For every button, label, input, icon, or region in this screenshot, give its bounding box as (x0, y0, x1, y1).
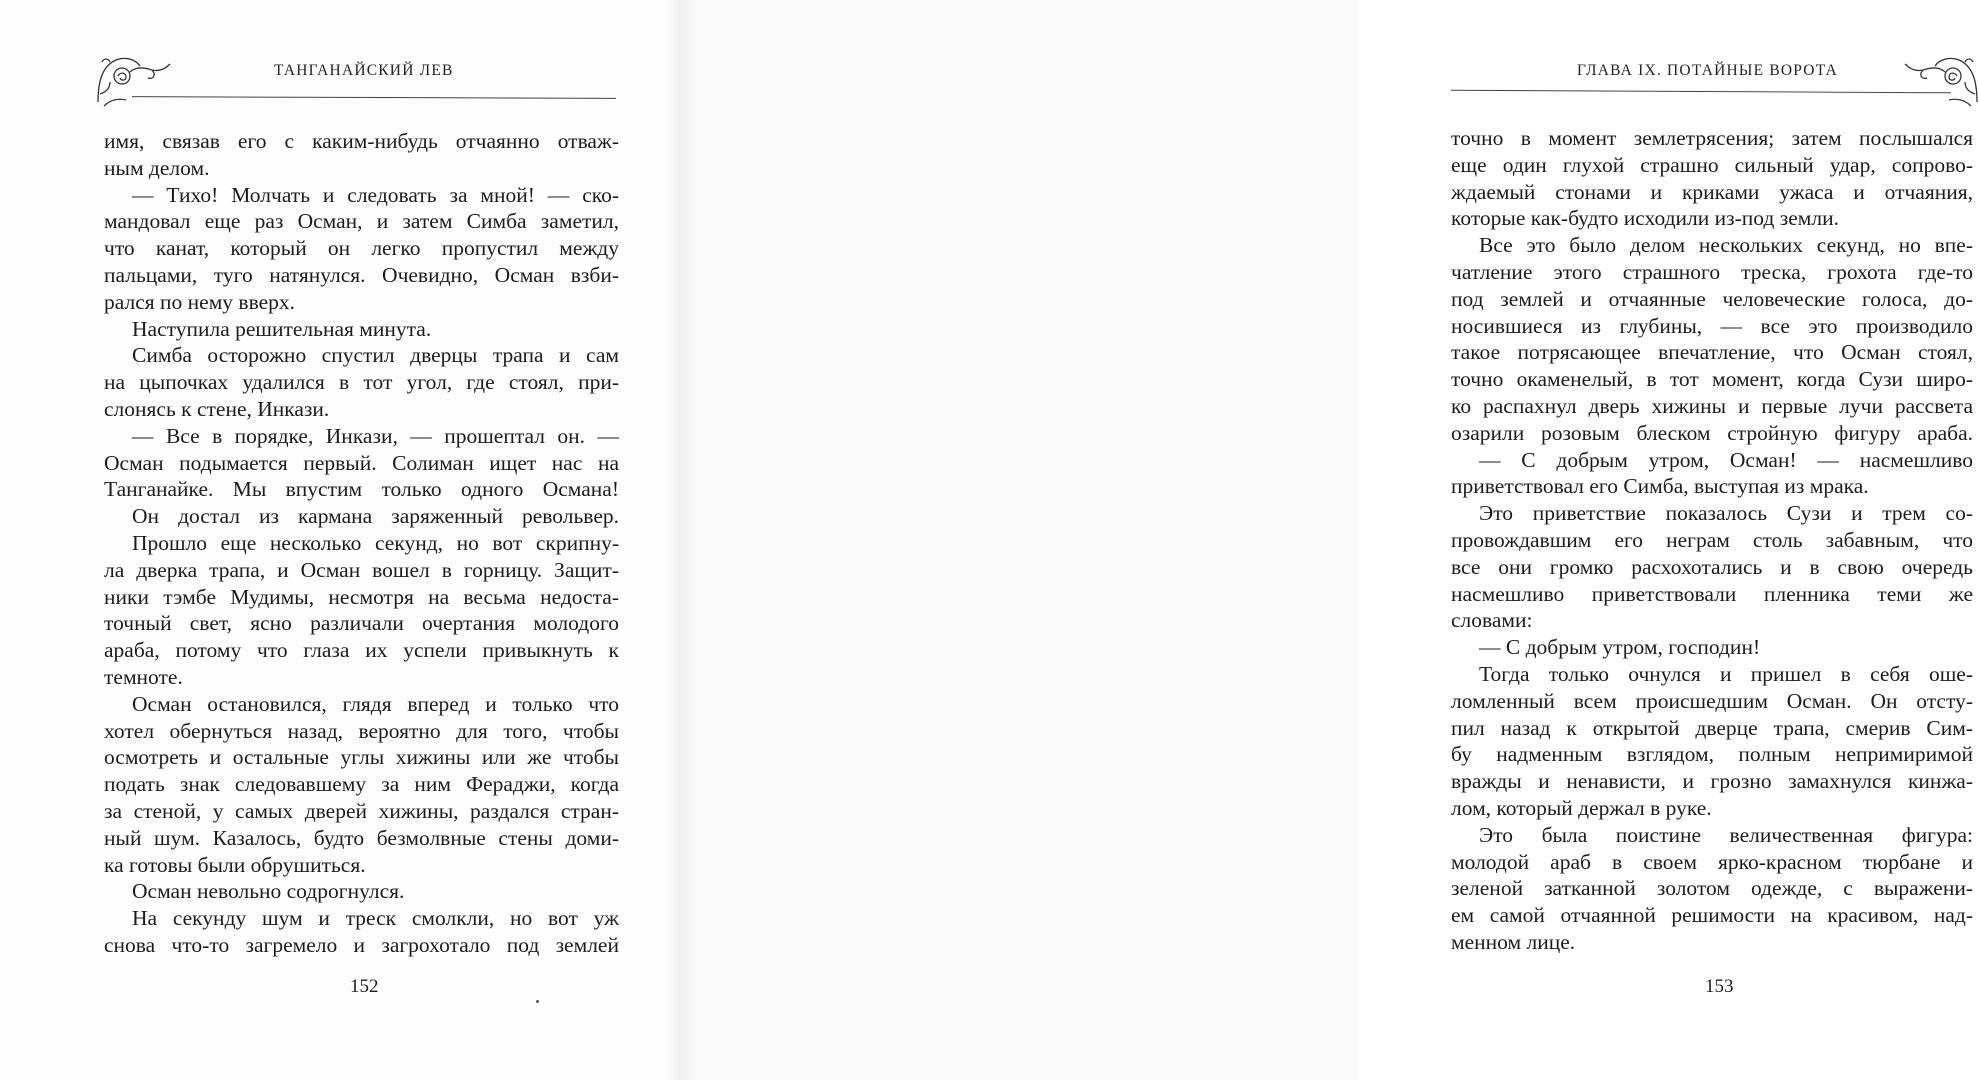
text-line: На секунду шум и треск смолкли, но вот уж (132, 906, 619, 931)
text-line: точно в момент землетрясения; затем послышался (1451, 126, 1973, 150)
text-line: пальцами, туго натянулся. Очевидно, Осман взби- (104, 262, 619, 287)
text-line: осмотреть и остальные углы хижины или же чтобы (104, 745, 619, 770)
text-line: ный шум. Казалось, будто безмолвные стены доми- (104, 825, 619, 850)
text-line: Это была поистине величественная фигура: (1479, 822, 1973, 847)
header-rule (1451, 90, 1951, 94)
text-line: ным делом. (104, 155, 210, 180)
text-line: на цыпочках удалился в тот угол, где стоял, при- (104, 370, 619, 395)
text-line: Прошло еще несколько секунд, но вот скрипну- (132, 530, 619, 555)
right-body-text (1451, 125, 1973, 956)
text-line: зеленой затканной золотом одежде, с выражени- (1451, 876, 1973, 901)
right-page-header (1451, 52, 1979, 112)
text-line: ждаемый стонами и криками ужаса и отчаяния, (1451, 179, 1973, 204)
text-line: лом, который держал в руке. (1451, 795, 1712, 820)
text-line: точный свет, ясно различали очертания молодого (104, 611, 619, 636)
text-line: озарили розовым блеском стройную фигуру араба. (1451, 420, 1973, 445)
header-rule (132, 96, 616, 99)
text-line: все они громко расхохотались и в свою очередь (1451, 554, 1973, 579)
text-line: слонясь к стене, Инкази. (104, 396, 330, 421)
text-line: под землей и отчаянные человеческие голоса, до- (1451, 286, 1973, 311)
text-line: Танганайке. Мы впустим только одного Османа! (104, 477, 619, 502)
text-line: Осман остановился, глядя вперед и только что (132, 691, 619, 716)
left-page (0, 0, 679, 1080)
text-line: — Тихо! Молчать и следовать за мной! — ско- (132, 182, 619, 207)
text-line: мандовал еще раз Осман, и затем Симба заметил, (104, 209, 619, 234)
page-number: 153 (1705, 976, 1734, 997)
text-line: ем самой отчаянной решимости на красивом, над- (1451, 903, 1973, 928)
book-gutter (664, 0, 694, 1080)
running-head: ТАНГАНАЙСКИЙ ЛЕВ (274, 62, 454, 79)
page-number: 152 (350, 976, 379, 997)
text-line: точно окаменелый, в тот момент, когда Сузи широ- (1451, 367, 1973, 392)
text-line: пил назад к открытой дверце трапа, смерив Сим- (1451, 715, 1973, 740)
text-line: Тогда только очнулся и пришел в себя оше- (1479, 661, 1973, 686)
text-line: которые как-будто исходили из-под земли. (1451, 206, 1839, 231)
text-line: ко распахнул дверь хижины и первые лучи рассвета (1451, 393, 1973, 418)
text-line: молодой араб в своем ярко-красном тюрбане и (1451, 849, 1973, 874)
text-line: — С добрым утром, господин! (1479, 635, 1761, 660)
text-line: араба, потому что глаза их успели привыкнуть к (104, 638, 619, 663)
text-line: ла дверка трапа, и Осман вошел в горницу. Защит- (104, 557, 619, 582)
text-line: словами: (1451, 608, 1533, 633)
text-line: имя, связав его с каким-нибудь отчаянно отваж- (104, 129, 619, 153)
running-head: ГЛАВА IX. ПОТАЙНЫЕ ВОРОТА (1577, 62, 1838, 79)
text-line: Он достал из кармана заряженный револьвер. (132, 504, 619, 529)
text-line: Все это было делом нескольких секунд, но впе- (1479, 233, 1973, 258)
text-line: приветствовал его Симба, выступая из мрака. (1451, 474, 1869, 499)
text-line: Осман подымается первый. Солиман ищет нас на (104, 450, 619, 475)
text-line: снова что-то загремело и загрохотало под землей (104, 932, 619, 957)
left-corner-ornament (96, 52, 176, 108)
text-line: носившиеся из глубины, — все это производило (1451, 313, 1973, 338)
text-line: еще один глухой страшно сильный удар, сопрово- (1451, 152, 1973, 177)
text-line: ники тэмбе Мудимы, несмотря на весьма недоста- (104, 584, 619, 609)
text-line: что канат, который он легко пропустил между (104, 236, 619, 261)
text-line: Симба осторожно спустил дверцы трапа и сам (132, 343, 619, 368)
print-speck (536, 1000, 539, 1003)
text-line: вражды и ненависти, и грозно замахнулся кинжа- (1451, 769, 1973, 794)
text-line: Наступила решительная минута. (132, 316, 432, 341)
text-line: — С добрым утром, Осман! — насмешливо (1479, 447, 1973, 472)
text-line: менном лице. (1451, 929, 1576, 954)
text-line: — Все в порядке, Инкази, — прошептал он. — (132, 423, 619, 448)
text-line: за стеной, у самых дверей хижины, раздался стран- (104, 798, 619, 823)
text-line: такое потрясающее впечатление, что Осман стоял, (1451, 340, 1973, 365)
right-page (679, 0, 1973, 1080)
text-line: провождавшим его неграм столь забавным, что (1451, 527, 1973, 552)
left-body-text (104, 128, 619, 959)
text-line: ломленный всем происшедшим Осман. Он отсту- (1451, 688, 1973, 713)
right-corner-ornament (1895, 52, 1979, 108)
text-line: темноте. (104, 664, 183, 689)
text-line: ка готовы были обрушиться. (104, 852, 366, 877)
text-line: Это приветствие показалось Сузи и трем со- (1479, 501, 1973, 526)
text-line: подать знак следовавшему за ним Фераджи, когда (104, 772, 619, 797)
text-line: рался по нему вверх. (104, 289, 296, 314)
text-line: хотел обернуться назад, вероятно для того, чтобы (104, 718, 619, 743)
text-line: Осман невольно содрогнулся. (132, 879, 405, 904)
text-line: бу надменным взглядом, полным непримиримой (1451, 742, 1973, 767)
text-line: чатление этого страшного треска, грохота где-то (1451, 259, 1973, 284)
left-page-header (96, 52, 616, 112)
text-line: насмешливо приветствовали пленника теми же (1451, 581, 1973, 606)
